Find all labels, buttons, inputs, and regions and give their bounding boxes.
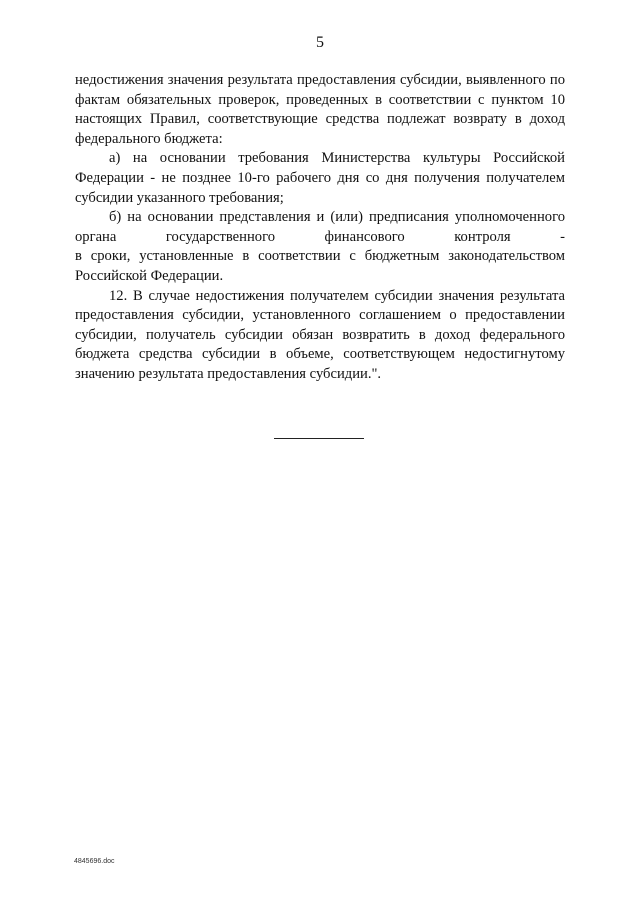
paragraph-continuation: недостижения значения результата предоставления субсидии, выявленного по фактам обязательных проверок, проведенных в соответствии с пунктом 10 настоящих Правил, соответствующие средства подлежат возврату в доход федерального бюджета: [75,72,565,147]
document-body [75,71,565,385]
footer-document-code: 4845696.doc [74,858,115,865]
paragraph-item-b-continuation: в сроки, установленные в соответствии с бюджетным законодательством Российской Федерации. [75,248,565,284]
paragraph-item-a: а) на основании требования Министерства культуры Российской Федерации - не позднее 10-го рабочего дня со дня получения получателем субсидии указанного требования; [75,150,565,206]
closing-rule [274,438,364,439]
paragraph-item-b: б) на основании представления и (или) предписания уполномоченного органа государственного финансового контроля - [75,209,565,245]
page-number: 5 [316,34,324,51]
paragraph-point-12: 12. В случае недостижения получателем субсидии значения результата предоставления субсидии, установленного соглашением о предоставлении субсидии, получатель субсидии обязан возвратить в доход федерального бюджета средства субсидии в объеме, соответствующем недостигнутому значению результата предоставления субсидии.". [75,287,565,382]
